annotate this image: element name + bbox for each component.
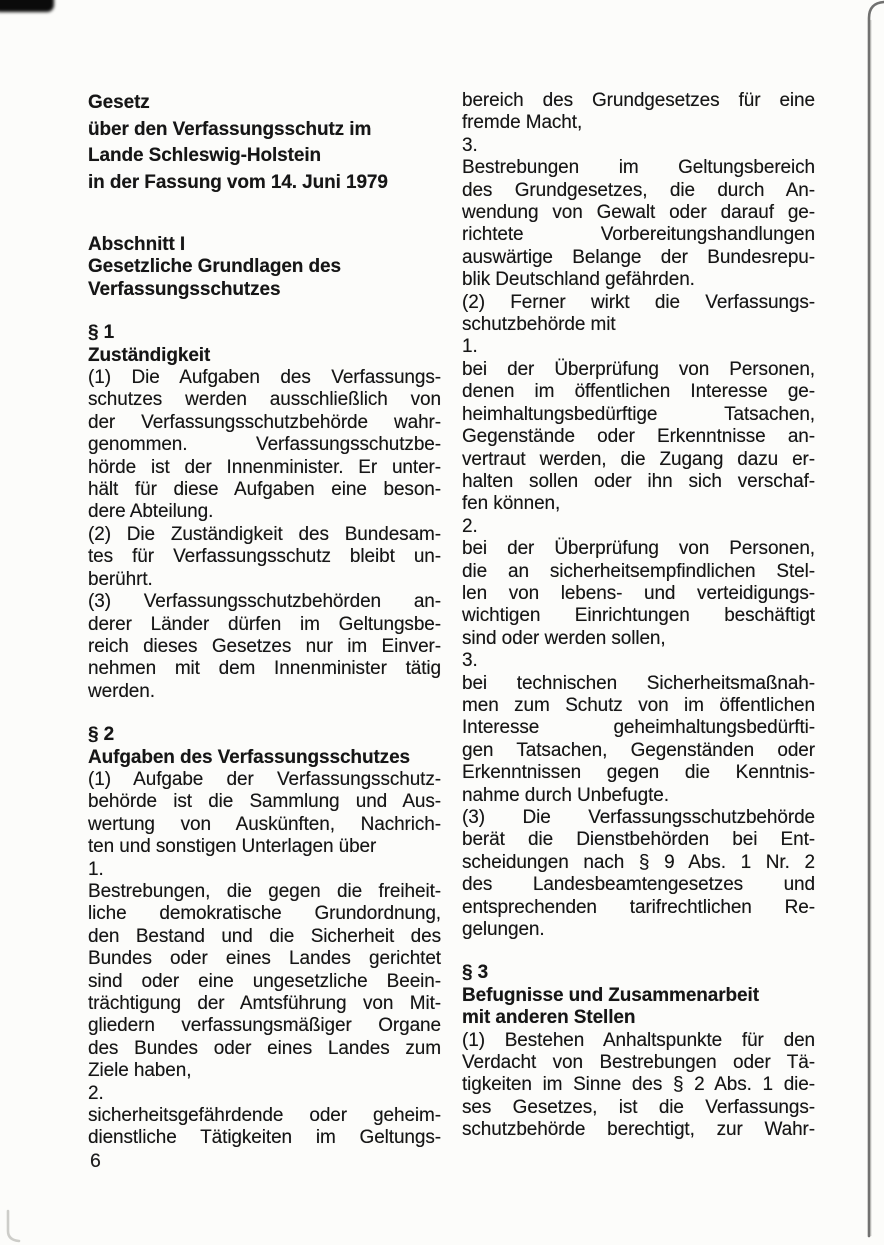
text-line: Lande Schleswig-Holstein <box>88 145 322 166</box>
heading-block <box>88 724 441 769</box>
text-line: werden. <box>88 680 155 702</box>
text-line: gelungen. <box>462 919 545 941</box>
text-line: sind oder werden sollen, <box>462 627 666 649</box>
text-line: des Bundes oder eines Landes zum <box>88 1037 441 1059</box>
text-line: der Verfassungsschutzbehörde wahr- <box>88 411 441 433</box>
text-line: bei der Überprüfung von Personen, <box>462 538 815 560</box>
title-block <box>88 90 441 196</box>
corner-mark-bottom-left <box>8 1211 19 1241</box>
text-line: Befugnisse und Zusammenarbeit <box>462 984 759 1006</box>
paragraph-block <box>462 807 815 941</box>
text-line: auswärtige Belange der Bundesrepu- <box>462 246 815 268</box>
page-edge-line <box>869 2 884 1236</box>
text-line: in der Fassung vom 14. Juni 1979 <box>88 171 388 193</box>
text-line: 2. <box>88 1082 104 1104</box>
text-line: Gegenstände oder Erkenntnisse an- <box>462 426 815 448</box>
text-line: des Grundgesetzes, die durch An- <box>462 179 815 201</box>
text-line: gliedern verfassungsmäßiger Organe <box>88 1015 441 1037</box>
text-line: halten sollen oder ihn sich verschaf- <box>462 470 815 492</box>
list-number-block <box>88 1083 441 1105</box>
text-line: vertraut werden, die Zugang dazu er- <box>462 448 815 470</box>
list-number-block <box>462 516 815 538</box>
text-line: bereich des Grundgesetzes für eine <box>462 90 815 111</box>
text-line: gen Tatsachen, Gegenständen oder <box>462 739 815 761</box>
text-line: behörde ist die Sammlung und Aus- <box>88 791 441 813</box>
paragraph-block <box>462 157 815 291</box>
list-number-block <box>462 336 815 358</box>
text-line: reich dieses Gesetzes nur im Einver- <box>88 635 441 657</box>
text-line: wendung von Gewalt oder darauf ge- <box>462 202 815 224</box>
text-line: liche demokratische Grundordnung, <box>88 903 441 925</box>
text-line: bei technischen Sicherheitsmaßnah- <box>462 672 815 694</box>
list-number-block <box>88 859 441 881</box>
text-line: 1. <box>462 336 478 358</box>
text-line: (2) Ferner wirkt die Verfassungs- <box>462 291 815 313</box>
scan-smudge-top-left <box>0 0 54 12</box>
text-line: Gesetz <box>88 92 150 113</box>
text-line: heimhaltungsbedürftige Tatsachen, <box>462 403 815 425</box>
text-line: dere Abteilung. <box>88 501 214 523</box>
paragraph-block <box>462 292 815 337</box>
text-line: Ziele haben, <box>88 1060 192 1082</box>
text-line: mit anderen Stellen <box>462 1007 636 1029</box>
paragraph-block <box>462 538 815 650</box>
text-line: trächtigung der Amtsführung von Mit- <box>88 993 441 1014</box>
text-line: Abschnitt I <box>88 234 186 255</box>
paragraph-block <box>88 881 441 1083</box>
text-line: Interesse geheimhaltungsbedürfti- <box>462 717 815 739</box>
page-number: 6 <box>90 1150 101 1172</box>
text-line: (1) Bestehen Anhaltspunkte für den <box>462 1029 815 1051</box>
text-line: des Landesbeamtengesetzes und <box>462 874 815 896</box>
text-line: (2) Die Zuständigkeit des Bundesam- <box>88 523 441 545</box>
text-line: tigkeiten im Sinne des § 2 Abs. 1 die- <box>462 1074 815 1096</box>
list-number-block <box>462 650 815 672</box>
text-line: nehmen mit dem Innenminister tätig <box>88 658 441 680</box>
text-line: (3) Die Verfassungsschutzbehörde <box>462 807 815 828</box>
text-line: Bestrebungen im Geltungsbereich <box>462 157 815 179</box>
text-line: schutzes werden ausschließlich von <box>88 389 441 411</box>
text-line: denen im öffentlichen Interesse ge- <box>462 381 815 403</box>
text-line: Zuständigkeit <box>88 344 211 366</box>
text-line: scheidungen nach § 9 Abs. 1 Nr. 2 <box>462 851 815 873</box>
paragraph-block <box>462 1030 815 1142</box>
text-line: blik Deutschland gefährden. <box>462 269 695 291</box>
right-column <box>462 90 815 1142</box>
text-line: men zum Schutz von im öffentlichen <box>462 694 815 716</box>
text-line: genommen. Verfassungsschutzbe- <box>88 434 441 456</box>
paragraph-block <box>88 367 441 524</box>
text-line: Erkenntnissen gegen die Kenntnis- <box>462 762 815 784</box>
text-line: schutzbehörde berechtigt, zur Wahr- <box>462 1119 815 1141</box>
text-line: entsprechenden tarifrechtlichen Re- <box>462 896 815 918</box>
text-line: len von lebens- und verteidigungs- <box>462 582 815 604</box>
paragraph-block <box>462 90 815 135</box>
text-line: den Bestand und die Sicherheit des <box>88 925 441 947</box>
text-line: hörde ist der Innenminister. Er unter- <box>88 456 441 478</box>
text-line: tes für Verfassungsschutz bleibt un- <box>88 546 441 568</box>
text-line: 3. <box>462 134 478 156</box>
paragraph-block <box>88 591 441 703</box>
text-line: (1) Die Aufgaben des Verfassungs- <box>88 367 441 389</box>
text-line: Bestrebungen, die gegen die freiheit- <box>88 880 441 902</box>
text-line: über den Verfassungsschutz im <box>88 118 372 140</box>
text-line: Aufgaben des Verfassungsschutzes <box>88 746 411 768</box>
text-line: Bundes oder eines Landes gerichtet <box>88 948 441 970</box>
text-line: Gesetzliche Grundlagen des <box>88 256 341 278</box>
text-line: bei der Überprüfung von Personen, <box>462 358 815 380</box>
paragraph-block <box>88 1105 441 1150</box>
left-column <box>88 90 441 1150</box>
text-line: dienstliche Tätigkeiten im Geltungs- <box>88 1127 441 1149</box>
heading-block <box>88 234 441 301</box>
text-line: hält für diese Aufgaben eine beson- <box>88 479 441 501</box>
text-line: richtete Vorbereitungshandlungen <box>462 224 815 246</box>
text-line: wichtigen Einrichtungen beschäftigt <box>462 605 815 627</box>
text-line: berührt. <box>88 568 153 590</box>
text-line: sicherheitsgefährdende oder geheim- <box>88 1105 441 1127</box>
text-line: die an sicherheitsempfindlichen Stel- <box>462 560 815 582</box>
text-line: 3. <box>462 650 478 672</box>
text-line: wertung von Auskünften, Nachrich- <box>88 813 441 835</box>
text-line: Verfassungsschutzes <box>88 278 281 300</box>
heading-block <box>462 962 815 1029</box>
text-line: (3) Verfassungsschutzbehörden an- <box>88 591 441 613</box>
text-line: ten und sonstigen Unterlagen über <box>88 836 377 858</box>
text-line: berät die Dienstbehörden bei Ent- <box>462 829 815 851</box>
text-line: 2. <box>462 515 478 537</box>
text-line: Verdacht von Bestrebungen oder Tä- <box>462 1052 815 1074</box>
text-line: 1. <box>88 858 104 880</box>
list-number-block <box>462 135 815 157</box>
text-line: § 3 <box>462 962 489 984</box>
text-line: § 2 <box>88 724 115 746</box>
text-line: (1) Aufgabe der Verfassungsschutz- <box>88 768 441 790</box>
text-line: nahme durch Unbefugte. <box>462 784 669 806</box>
text-line: ses Gesetzes, ist die Verfassungs- <box>462 1096 815 1118</box>
paragraph-block <box>88 524 441 591</box>
paragraph-block <box>462 673 815 807</box>
text-line: § 1 <box>88 322 115 344</box>
text-line: sind oder eine ungesetzliche Beein- <box>88 970 441 992</box>
paragraph-block <box>462 359 815 516</box>
heading-block <box>88 322 441 367</box>
paragraph-block <box>88 769 441 859</box>
text-line: fen können, <box>462 493 561 515</box>
text-line: schutzbehörde mit <box>462 314 616 336</box>
text-line: fremde Macht, <box>462 112 583 134</box>
text-line: derer Länder dürfen im Geltungsbe- <box>88 613 441 635</box>
